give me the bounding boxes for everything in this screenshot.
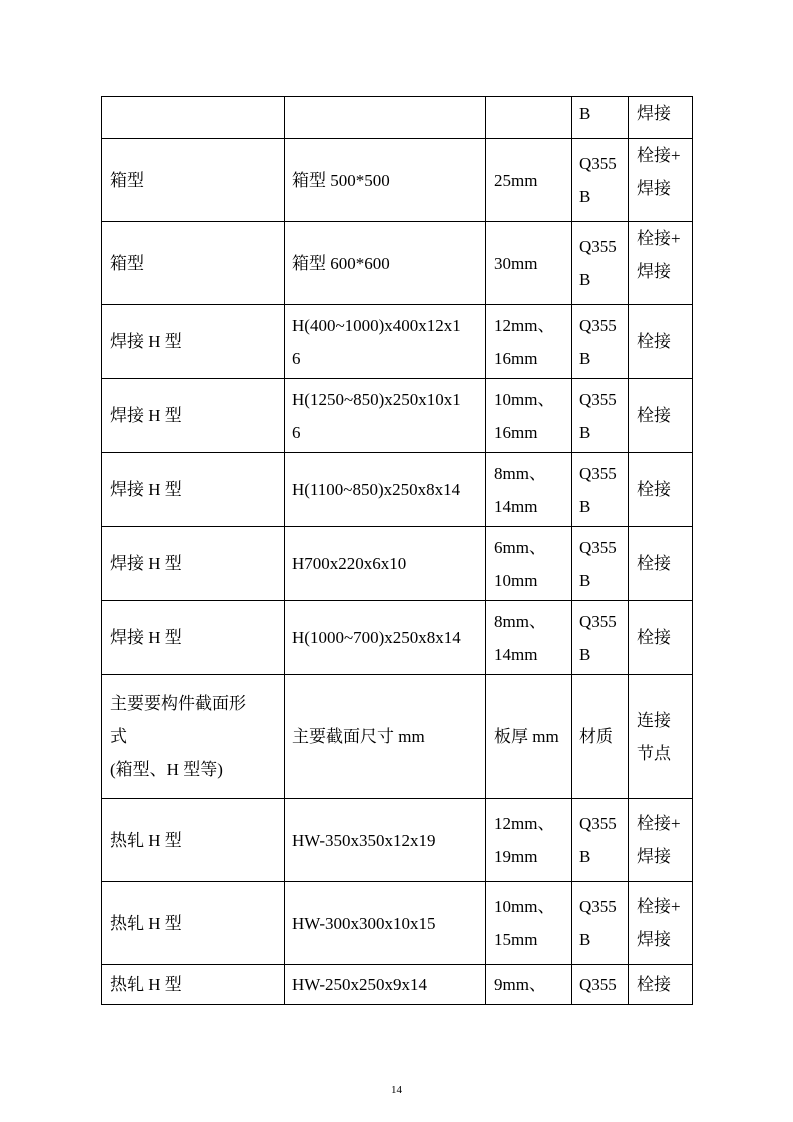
material-line: Q355 (579, 463, 617, 483)
material-line: B (579, 930, 591, 949)
cell-connection (629, 601, 693, 675)
cell-section-type: 热轧 H 型 (102, 882, 285, 965)
cell-section-type: 热轧 H 型 (102, 965, 285, 1005)
header-line: 连接 (637, 710, 671, 730)
cell-connection (629, 222, 693, 305)
thickness-line: 25mm (494, 170, 538, 190)
thickness-line: 30mm (494, 253, 538, 273)
material-line: Q355 (579, 611, 617, 631)
thickness-line: 19mm (494, 847, 538, 866)
section-size-line: H(1000~700)x250x8x14 (292, 628, 461, 647)
section-size-line: H(1250~850)x250x10x1 (292, 389, 461, 409)
cell-material (572, 222, 629, 305)
connection-line: 焊接 (637, 104, 671, 123)
material-line: B (579, 847, 591, 866)
cell-material (572, 882, 629, 965)
cell-section-type (102, 97, 285, 139)
cell-section-size (285, 222, 486, 305)
connection-line: 焊接 (637, 262, 671, 281)
cell-plate-thickness (486, 222, 572, 305)
cell-material (572, 965, 629, 1005)
material-line: Q355 (579, 897, 617, 916)
cell-material (572, 799, 629, 882)
header-section-size: 主要截面尺寸 mm (285, 675, 486, 799)
cell-connection (629, 799, 693, 882)
table-row (102, 799, 693, 882)
connection-line: 栓接 (637, 975, 671, 994)
material-line: Q355 (579, 389, 617, 409)
thickness-line: 10mm、 (494, 389, 555, 409)
material-line: Q355 (579, 537, 617, 557)
cell-section-type: 焊接 H 型 (102, 379, 285, 453)
connection-line: 栓接+ (637, 897, 681, 916)
thickness-line: 9mm、 (494, 975, 546, 994)
table-row (102, 222, 693, 305)
cell-material (572, 453, 629, 527)
cell-material (572, 379, 629, 453)
cell-section-size (285, 453, 486, 527)
connection-line: 栓接 (637, 480, 671, 499)
material-line: Q355 (579, 154, 617, 173)
table-row (102, 379, 693, 453)
cell-plate-thickness (486, 965, 572, 1005)
header-plate-thickness: 板厚 mm (486, 675, 572, 799)
cell-section-size (285, 799, 486, 882)
section-size-line: 6 (292, 348, 301, 368)
material-line: Q355 (579, 975, 617, 994)
cell-connection (629, 97, 693, 139)
connection-line: 栓接 (637, 554, 671, 573)
section-size-line: H(1100~850)x250x8x14 (292, 480, 461, 499)
section-size-line: HW-300x300x10x15 (292, 913, 436, 933)
cell-material (572, 139, 629, 222)
connection-line: 栓接+ (637, 146, 681, 165)
table-row (102, 882, 693, 965)
material-line: Q355 (579, 237, 617, 256)
material-line: B (579, 644, 591, 664)
section-size-line: HW-350x350x12x19 (292, 830, 436, 850)
cell-section-type: 箱型 (102, 139, 285, 222)
thickness-line: 10mm、 (494, 897, 555, 916)
section-size-line: H(400~1000)x400x12x1 (292, 315, 461, 335)
thickness-line: 14mm (494, 644, 538, 664)
cell-plate-thickness (486, 305, 572, 379)
header-section-type (102, 675, 285, 799)
section-size-line: H700x220x6x10 (292, 554, 407, 573)
material-line: Q355 (579, 814, 617, 833)
table-header-row (102, 675, 693, 799)
cell-section-size (285, 882, 486, 965)
cell-plate-thickness (486, 601, 572, 675)
thickness-line: 10mm (494, 570, 538, 590)
table-row (102, 453, 693, 527)
connection-line: 栓接 (637, 406, 671, 425)
section-size-line: 箱型 500*500 (292, 170, 390, 190)
cell-section-size (285, 965, 486, 1005)
thickness-line: 12mm、 (494, 315, 555, 335)
connection-line: 焊接 (637, 847, 671, 866)
section-size-line: HW-250x250x9x14 (292, 975, 428, 994)
material-line: B (579, 570, 591, 590)
cell-connection (629, 882, 693, 965)
material-line: B (579, 104, 591, 123)
cell-connection (629, 965, 693, 1005)
thickness-line: 12mm、 (494, 814, 555, 833)
thickness-line: 16mm (494, 348, 538, 368)
thickness-line: 6mm、 (494, 537, 546, 557)
cell-plate-thickness (486, 97, 572, 139)
cell-connection (629, 139, 693, 222)
cell-plate-thickness (486, 379, 572, 453)
cell-section-size (285, 527, 486, 601)
connection-line: 焊接 (637, 179, 671, 198)
connection-line: 焊接 (637, 930, 671, 949)
table-row (102, 305, 693, 379)
header-material: 材质 (572, 675, 629, 799)
cell-material (572, 305, 629, 379)
table-row (102, 601, 693, 675)
member-section-table (101, 96, 693, 1005)
material-line: B (579, 496, 591, 516)
cell-section-size (285, 601, 486, 675)
cell-section-size (285, 305, 486, 379)
table-row (102, 965, 693, 1005)
cell-connection (629, 379, 693, 453)
cell-plate-thickness (486, 139, 572, 222)
cell-section-type: 焊接 H 型 (102, 527, 285, 601)
material-line: B (579, 187, 591, 206)
cell-section-size (285, 139, 486, 222)
cell-plate-thickness (486, 527, 572, 601)
connection-line: 栓接 (637, 628, 671, 647)
material-line: B (579, 422, 591, 442)
table-row (102, 139, 693, 222)
cell-material (572, 527, 629, 601)
page-number: 14 (391, 1084, 402, 1096)
connection-line: 栓接+ (637, 229, 681, 248)
connection-line: 栓接 (637, 332, 671, 351)
cell-connection (629, 453, 693, 527)
section-size-line: 箱型 600*600 (292, 253, 390, 273)
thickness-line: 14mm (494, 496, 538, 516)
cell-section-type: 焊接 H 型 (102, 305, 285, 379)
header-line: 节点 (637, 743, 671, 763)
material-line: B (579, 348, 591, 368)
header-connection (629, 675, 693, 799)
cell-plate-thickness (486, 453, 572, 527)
table-row (102, 527, 693, 601)
cell-section-type: 焊接 H 型 (102, 453, 285, 527)
header-line: (箱型、H 型等) (110, 760, 223, 779)
thickness-line: 16mm (494, 422, 538, 442)
cell-section-type: 箱型 (102, 222, 285, 305)
cell-material (572, 601, 629, 675)
cell-section-type: 热轧 H 型 (102, 799, 285, 882)
table-row (102, 97, 693, 139)
connection-line: 栓接+ (637, 814, 681, 833)
header-line: 式 (110, 727, 127, 746)
thickness-line: 8mm、 (494, 611, 546, 631)
cell-section-type: 焊接 H 型 (102, 601, 285, 675)
cell-plate-thickness (486, 799, 572, 882)
thickness-line: 8mm、 (494, 463, 546, 483)
section-size-line: 6 (292, 422, 301, 442)
cell-plate-thickness (486, 882, 572, 965)
cell-connection (629, 305, 693, 379)
material-line: Q355 (579, 315, 617, 335)
material-line: B (579, 270, 591, 289)
cell-connection (629, 527, 693, 601)
cell-material (572, 97, 629, 139)
cell-section-size (285, 97, 486, 139)
cell-section-size (285, 379, 486, 453)
header-line: 主要要构件截面形 (110, 694, 246, 713)
thickness-line: 15mm (494, 930, 538, 949)
